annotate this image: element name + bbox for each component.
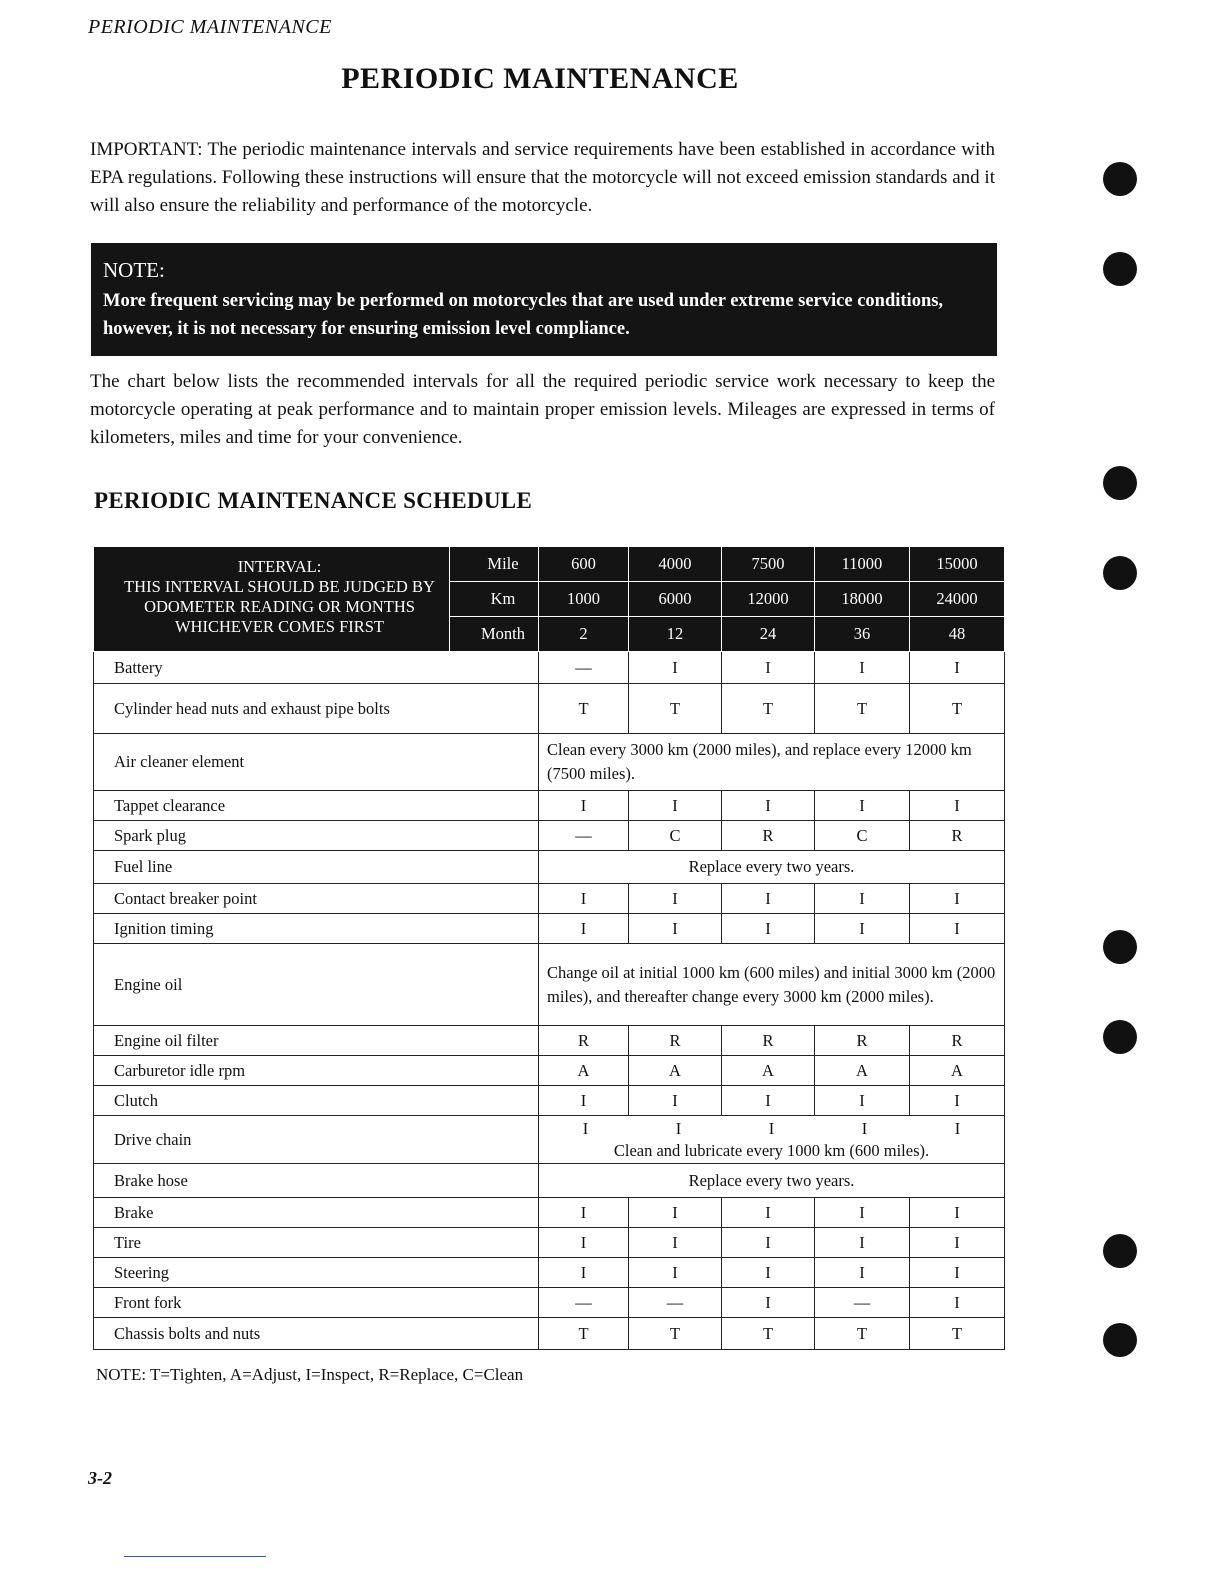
maintenance-code: I: [539, 791, 629, 821]
interval-value: 7500: [722, 547, 815, 582]
maintenance-code: C: [815, 821, 910, 851]
maintenance-code: I: [861, 1118, 868, 1138]
maintenance-code: I: [539, 1198, 629, 1228]
maintenance-code: I: [768, 1118, 775, 1138]
maintenance-code: I: [629, 791, 722, 821]
maintenance-code: I: [722, 1086, 815, 1116]
maintenance-code: R: [910, 821, 1005, 851]
margin-bullet-icon: [1103, 1020, 1137, 1054]
maintenance-code: —: [539, 821, 629, 851]
maintenance-item: Steering: [94, 1258, 539, 1288]
table-row: [94, 1026, 1005, 1056]
maintenance-code: A: [815, 1056, 910, 1086]
margin-bullet-icon: [1103, 1323, 1137, 1357]
table-row: [94, 791, 1005, 821]
interval-value: 12000: [722, 582, 815, 617]
maintenance-item: Carburetor idle rpm: [94, 1056, 539, 1086]
maintenance-code: A: [910, 1056, 1005, 1086]
maintenance-code: —: [539, 1288, 629, 1318]
maintenance-code: I: [629, 884, 722, 914]
interval-value: 6000: [629, 582, 722, 617]
unit-label: Month: [450, 617, 539, 652]
maintenance-item: Front fork: [94, 1288, 539, 1318]
maintenance-item: Air cleaner element: [94, 734, 539, 791]
interval-value: 2: [539, 617, 629, 652]
maintenance-code: I: [722, 1288, 815, 1318]
maintenance-code: I: [539, 1228, 629, 1258]
maintenance-code: I: [954, 1118, 961, 1138]
maintenance-instruction: Replace every two years.: [539, 1164, 1005, 1198]
maintenance-code: I: [910, 884, 1005, 914]
table-row: [94, 1228, 1005, 1258]
table-row: [94, 1164, 1005, 1198]
table-row: [94, 652, 1005, 684]
maintenance-code: I: [629, 1198, 722, 1228]
maintenance-code: T: [815, 684, 910, 734]
maintenance-code: R: [910, 1026, 1005, 1056]
maintenance-code: I: [629, 1228, 722, 1258]
maintenance-code: T: [539, 684, 629, 734]
maintenance-code: I: [722, 884, 815, 914]
maintenance-code: I: [582, 1118, 589, 1138]
maintenance-code: I: [539, 1258, 629, 1288]
maintenance-code: R: [722, 1026, 815, 1056]
note-body: More frequent servicing may be performed on motorcycles that are used under extreme service conditions, however, it is not necessary for ensuring emission level compliance.: [103, 291, 944, 339]
maintenance-code: I: [815, 884, 910, 914]
margin-bullet-icon: [1103, 930, 1137, 964]
unit-label: Km: [450, 582, 539, 617]
margin-bullet-icon: [1103, 556, 1137, 590]
maintenance-item: Brake: [94, 1198, 539, 1228]
maintenance-item: Tire: [94, 1228, 539, 1258]
table-row: [94, 851, 1005, 884]
maintenance-item: Spark plug: [94, 821, 539, 851]
table-row: [94, 1318, 1005, 1350]
table-row: [94, 1086, 1005, 1116]
interval-value: 4000: [629, 547, 722, 582]
maintenance-code: T: [910, 684, 1005, 734]
interval-cell: [94, 547, 450, 652]
maintenance-code: I: [815, 791, 910, 821]
maintenance-item: Cylinder head nuts and exhaust pipe bolts: [94, 684, 539, 734]
interval-value: 12: [629, 617, 722, 652]
interval-value: 600: [539, 547, 629, 582]
interval-value: 15000: [910, 547, 1005, 582]
margin-bullet-icon: [1103, 162, 1137, 196]
maintenance-code: I: [722, 914, 815, 944]
maintenance-code: I: [910, 1198, 1005, 1228]
maintenance-item: Clutch: [94, 1086, 539, 1116]
maintenance-code: I: [910, 1086, 1005, 1116]
maintenance-item: Tappet clearance: [94, 791, 539, 821]
maintenance-code: R: [722, 821, 815, 851]
margin-bullet-icon: [1103, 466, 1137, 500]
schedule-title: PERIODIC MAINTENANCE SCHEDULE: [94, 488, 533, 513]
maintenance-code: I: [815, 1086, 910, 1116]
maintenance-item: Ignition timing: [94, 914, 539, 944]
maintenance-code: I: [910, 791, 1005, 821]
maintenance-code: A: [539, 1056, 629, 1086]
unit-label: Mile: [450, 547, 539, 582]
margin-bullet-icon: [1103, 252, 1137, 286]
note-heading: NOTE:: [103, 258, 165, 282]
maintenance-instruction: Clean every 3000 km (2000 miles), and replace every 12000 km (7500 miles).: [539, 734, 1005, 791]
maintenance-code: T: [629, 1318, 722, 1350]
maintenance-code: T: [722, 684, 815, 734]
page-title: PERIODIC MAINTENANCE: [341, 62, 739, 95]
maintenance-item: Engine oil filter: [94, 1026, 539, 1056]
table-row: [94, 914, 1005, 944]
note-box: [91, 243, 997, 356]
maintenance-code: I: [910, 1288, 1005, 1318]
maintenance-code: T: [722, 1318, 815, 1350]
interval-value: 24: [722, 617, 815, 652]
maintenance-item: Engine oil: [94, 944, 539, 1026]
interval-value: 18000: [815, 582, 910, 617]
chart-intro-paragraph: The chart below lists the recommended intervals for all the required periodic service work necessary to keep the motorcycle operating at peak performance and to maintain proper emission levels. Mileages are expressed in terms of kilometers, miles and time for your convenience.: [90, 371, 995, 448]
interval-description: THIS INTERVAL SHOULD BE JUDGED BY ODOMETER READING OR MONTHS WHICHEVER COMES FIRST: [124, 577, 435, 636]
drive-chain-values: [539, 1119, 1004, 1139]
maintenance-code: —: [629, 1288, 722, 1318]
maintenance-code: I: [539, 1086, 629, 1116]
drive-chain-cell: [539, 1116, 1005, 1164]
table-row: [94, 1116, 1005, 1164]
maintenance-code: I: [722, 1228, 815, 1258]
maintenance-code: I: [815, 1198, 910, 1228]
maintenance-code: R: [539, 1026, 629, 1056]
maintenance-item: Battery: [94, 652, 539, 684]
interval-header-row: [94, 547, 1005, 582]
maintenance-code: I: [910, 914, 1005, 944]
maintenance-item: Brake hose: [94, 1164, 539, 1198]
interval-value: 48: [910, 617, 1005, 652]
maintenance-code: A: [629, 1056, 722, 1086]
table-row: [94, 1288, 1005, 1318]
maintenance-code: T: [539, 1318, 629, 1350]
table-row: [94, 1258, 1005, 1288]
maintenance-code: I: [629, 652, 722, 684]
table-row: [94, 1056, 1005, 1086]
running-head: PERIODIC MAINTENANCE: [88, 16, 332, 38]
margin-bullet-icon: [1103, 1234, 1137, 1268]
maintenance-schedule-table: [93, 546, 1005, 1350]
maintenance-code: I: [815, 652, 910, 684]
interval-value: 11000: [815, 547, 910, 582]
maintenance-code: —: [815, 1288, 910, 1318]
important-paragraph: IMPORTANT: The periodic maintenance intervals and service requirements have been established in accordance with EPA regulations. Following these instructions will ensure that the motorcycle will not exceed emission standards and it will also ensure the reliability and performance of the motorcycle.: [90, 139, 995, 216]
maintenance-code: I: [722, 1198, 815, 1228]
maintenance-code: I: [539, 914, 629, 944]
interval-value: 36: [815, 617, 910, 652]
maintenance-code: R: [629, 1026, 722, 1056]
maintenance-item: Fuel line: [94, 851, 539, 884]
maintenance-code: I: [910, 652, 1005, 684]
maintenance-code: I: [910, 1228, 1005, 1258]
maintenance-code: I: [629, 1086, 722, 1116]
table-row: [94, 734, 1005, 791]
maintenance-code: T: [629, 684, 722, 734]
drive-chain-note: Clean and lubricate every 1000 km (600 miles).: [613, 1140, 930, 1160]
maintenance-code: T: [815, 1318, 910, 1350]
table-row: [94, 821, 1005, 851]
maintenance-item: Contact breaker point: [94, 884, 539, 914]
maintenance-code: —: [539, 652, 629, 684]
maintenance-code: I: [815, 1228, 910, 1258]
table-row: [94, 1198, 1005, 1228]
table-row: [94, 884, 1005, 914]
interval-value: 24000: [910, 582, 1005, 617]
table-row: [94, 944, 1005, 1026]
maintenance-item: Chassis bolts and nuts: [94, 1318, 539, 1350]
maintenance-code: I: [539, 884, 629, 914]
legend-note: NOTE: T=Tighten, A=Adjust, I=Inspect, R=Replace, C=Clean: [96, 1365, 524, 1384]
interval-label: INTERVAL:: [237, 557, 322, 576]
maintenance-code: I: [815, 1258, 910, 1288]
maintenance-code: I: [629, 914, 722, 944]
maintenance-code: I: [722, 652, 815, 684]
maintenance-code: I: [910, 1258, 1005, 1288]
maintenance-code: I: [629, 1258, 722, 1288]
page-number: 3-2: [88, 1468, 112, 1488]
maintenance-item: Drive chain: [94, 1116, 539, 1164]
maintenance-code: I: [675, 1118, 682, 1138]
maintenance-code: R: [815, 1026, 910, 1056]
maintenance-code: I: [722, 791, 815, 821]
table-row: [94, 684, 1005, 734]
maintenance-code: I: [722, 1258, 815, 1288]
footer-rule: [124, 1556, 266, 1557]
maintenance-code: A: [722, 1056, 815, 1086]
maintenance-code: C: [629, 821, 722, 851]
maintenance-code: T: [910, 1318, 1005, 1350]
maintenance-code: I: [815, 914, 910, 944]
interval-value: 1000: [539, 582, 629, 617]
maintenance-instruction: Replace every two years.: [539, 851, 1005, 884]
maintenance-instruction: Change oil at initial 1000 km (600 miles) and initial 3000 km (2000 miles), and thereafter change every 3000 km (2000 miles).: [539, 944, 1005, 1026]
